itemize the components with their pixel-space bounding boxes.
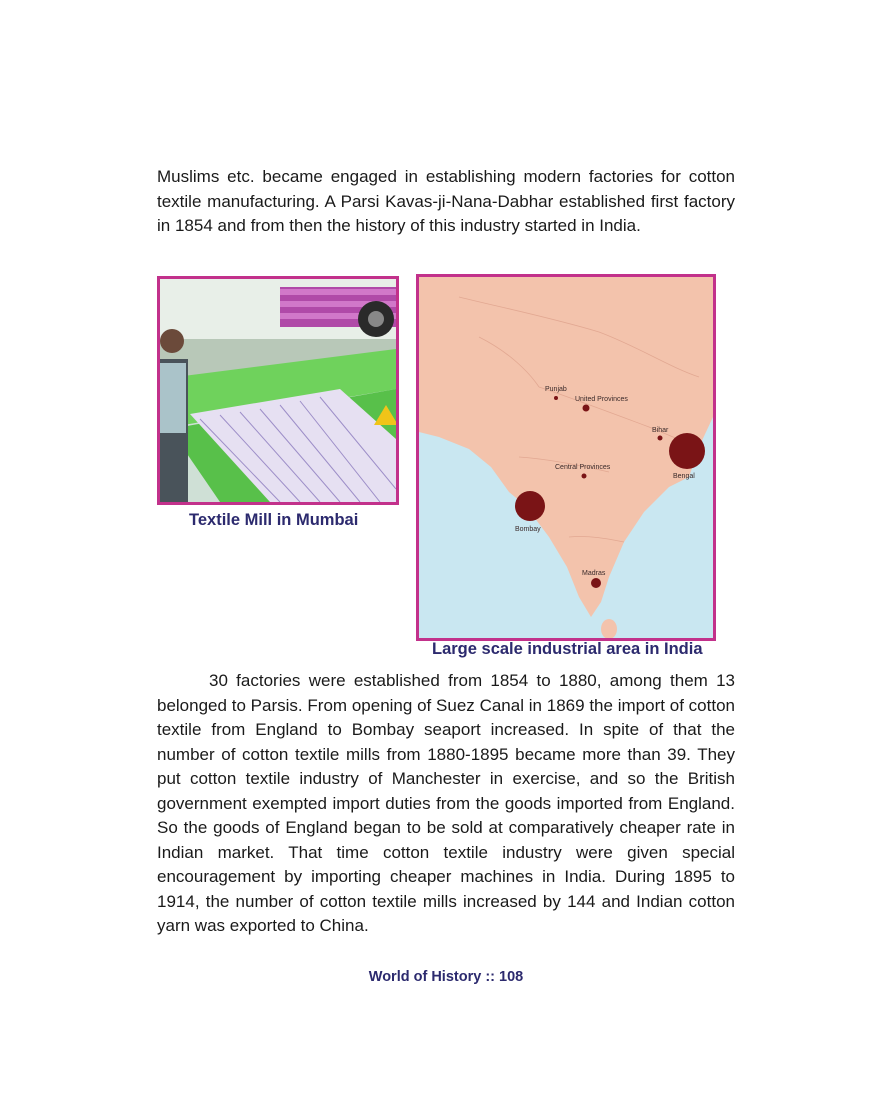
industrial-map	[416, 274, 716, 641]
united-provinces-marker	[583, 405, 590, 412]
label-central-provinces: Central Provinces	[555, 464, 611, 471]
punjab-marker	[554, 396, 558, 400]
textile-mill-photo	[157, 276, 399, 505]
main-paragraph: 30 factories were established from 1854 to 1880, among them 13 belonged to Parsis. From opening of Suez Canal in 1869 the import of cotton textile from England to Bombay seaport increased. In spite of that the number of cotton textile mills from 1880-1895 became more than 39. They put cotton textile industry of Manchester in exercise, and so the British government exempted import duties from the goods imported from England. So the goods of England began to be sold at comparatively cheaper rate in Indian market. That time cotton textile industry were given special encouragement by importing cheaper machines in India. During 1895 to 1914, the number of cotton textile mills increased by 144 and Indian cotton yarn was exported to China.	[157, 671, 735, 935]
label-united-provinces: United Provinces	[575, 396, 628, 403]
label-punjab: Punjab	[545, 386, 567, 393]
label-bombay: Bombay	[515, 526, 541, 533]
label-bengal: Bengal	[673, 473, 695, 480]
intro-paragraph: Muslims etc. became engaged in establishing modern factories for cotton textile manufacturing. A Parsi Kavas-ji-Nana-Dabhar established first factory in 1854 and from then the history of this industry started in India.	[157, 167, 735, 235]
madras-marker	[591, 578, 601, 588]
map-caption: Large scale industrial area in India	[432, 640, 703, 658]
bombay-marker	[515, 491, 545, 521]
page-footer: World of History :: 108	[368, 969, 524, 985]
label-bihar: Bihar	[652, 427, 669, 434]
central-provinces-marker	[582, 474, 587, 479]
bengal-marker	[669, 433, 705, 469]
label-madras: Madras	[582, 570, 606, 577]
photo-caption: Textile Mill in Mumbai	[189, 511, 359, 529]
bihar-marker	[658, 436, 663, 441]
